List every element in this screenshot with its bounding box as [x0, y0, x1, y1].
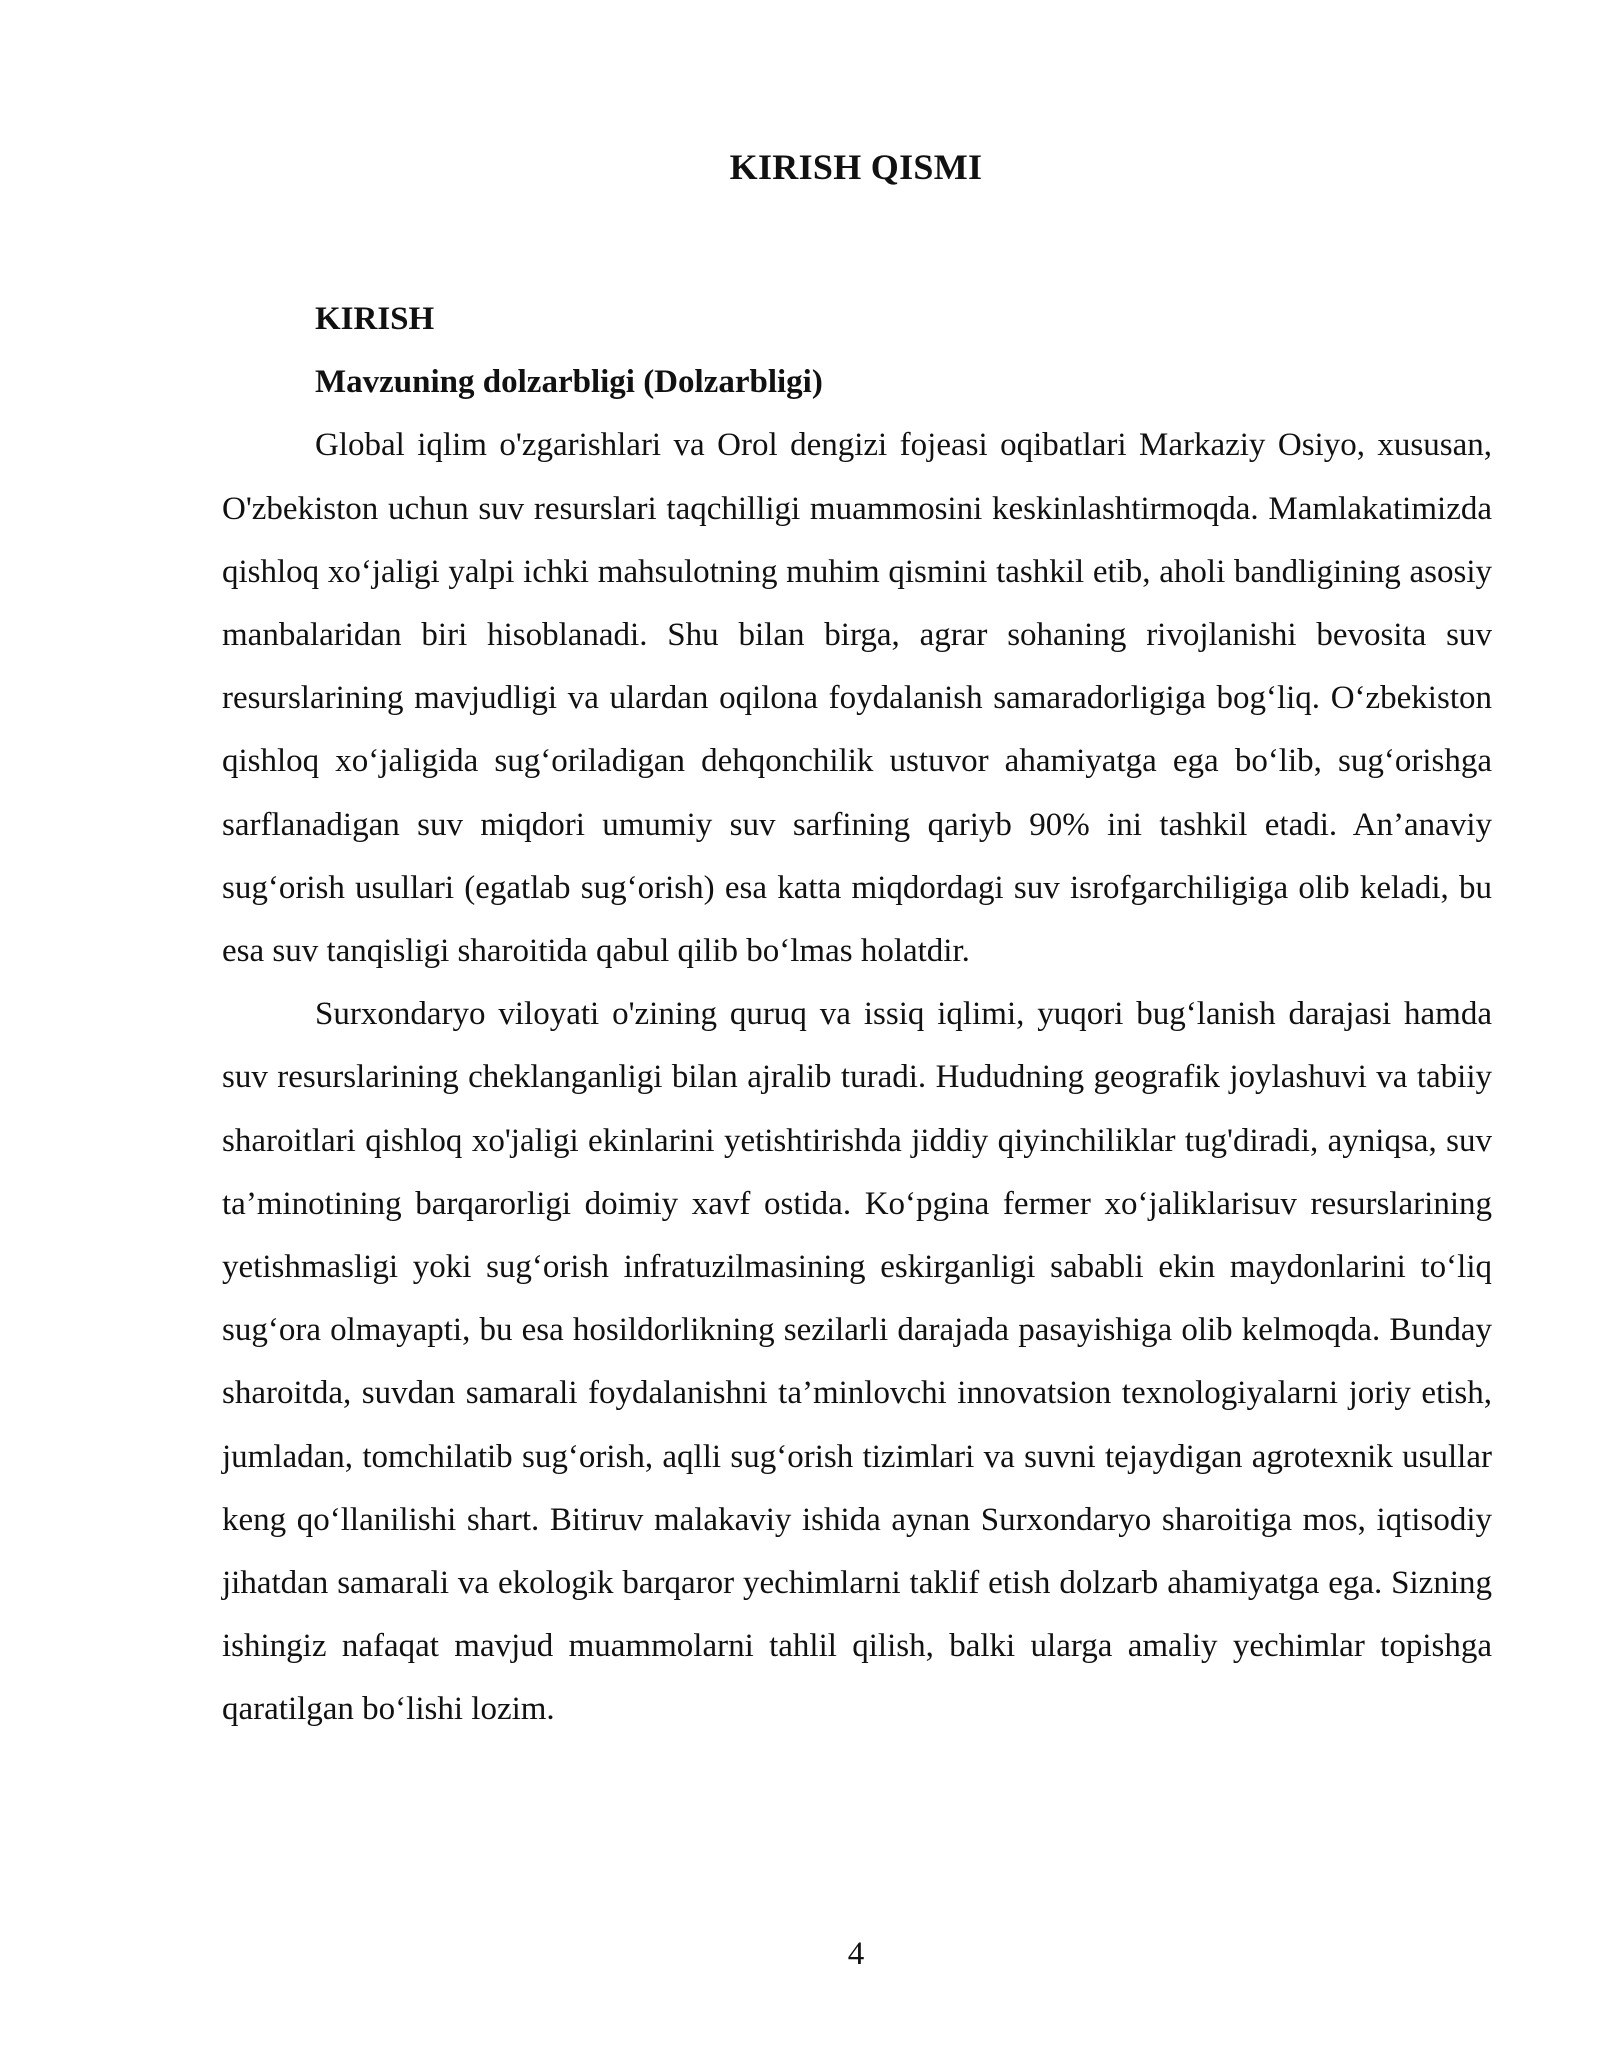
subsection-heading: Mavzuning dolzarbligi (Dolzarbligi) [315, 364, 823, 401]
body-paragraph-1: Global iqlim o'zgarishlari va Orol dengizi fojeasi oqibatlari Markaziy Osiyo, xususan, O'zbekiston uchun suv resurslari taqchilligi muammosini keskinlashtirmoqda. Mamlakatimizda qishloq xo‘jaligi yalpi ichki mahsulotning muhim qismini tashkil etib, aholi bandligining asosiy manbalaridan biri hisoblanadi. Shu bilan birga, agrar sohaning rivojlanishi bevosita suv resurslarining mavjudligi va ulardan oqilona foydalanish samaradorligiga bog‘liq. O‘zbekiston qishloq xo‘jaligida sug‘oriladigan dehqonchilik ustuvor ahamiyatga ega bo‘lib, sug‘orishga sarflanadigan suv miqdori umumiy suv sarfining qariyb 90% ini tashkil etadi. An’anaviy sug‘orish usullari (egatlab sug‘orish) esa katta miqdordagi suv isrofgarchiligiga olib keladi, bu esa suv tanqisligi sharoitida qabul qilib bo‘lmas holatdir. [222, 427, 1492, 970]
section-heading: KIRISH [315, 301, 435, 337]
body-paragraph-2: Surxondaryo viloyati o'zining quruq va issiq iqlimi, yuqori bug‘lanish darajasi hamda suv resurslarining cheklanganligi bilan ajralib turadi. Hududning geografik joylashuvi va tabiiy sharoitlari qishloq xo'jaligi ekinlarini yetishtirishda jiddiy qiyinchiliklar tug'diradi, ayniqsa, suv ta’minotining barqarorligi doimiy xavf ostida. Ko‘pgina fermer xo‘jaliklarisuv resurslarining yetishmasligi yoki sug‘orish infratuzilmasining eskirganligi sababli ekin maydonlarini to‘liq sug‘ora olmayapti, bu esa hosildorlikning sezilarli darajada pasayishiga olib kelmoqda. Bunday sharoitda, suvdan samarali foydalanishni ta’minlovchi innovatsion texnologiyalarni joriy etish, jumladan, tomchilatib sug‘orish, aqlli sug‘orish tizimlari va suvni tejaydigan agrotexnik usullar keng qo‘llanilishi shart. Bitiruv malakaviy ishida aynan Surxondaryo sharoitiga mos, iqtisodiy jihatdan samarali va ekologik barqaror yechimlarni taklif etish dolzarb ahamiyatga ega. Sizning ishingiz nafaqat mavjud muammolarni tahlil qilish, balki ularga amaliy yechimlar topishga qaratilgan bo‘lishi lozim. [222, 996, 1492, 1728]
page-body [222, 288, 1492, 1742]
page-title: KIRISH QISMI [729, 147, 983, 187]
page-number: 4 [847, 1936, 865, 1972]
